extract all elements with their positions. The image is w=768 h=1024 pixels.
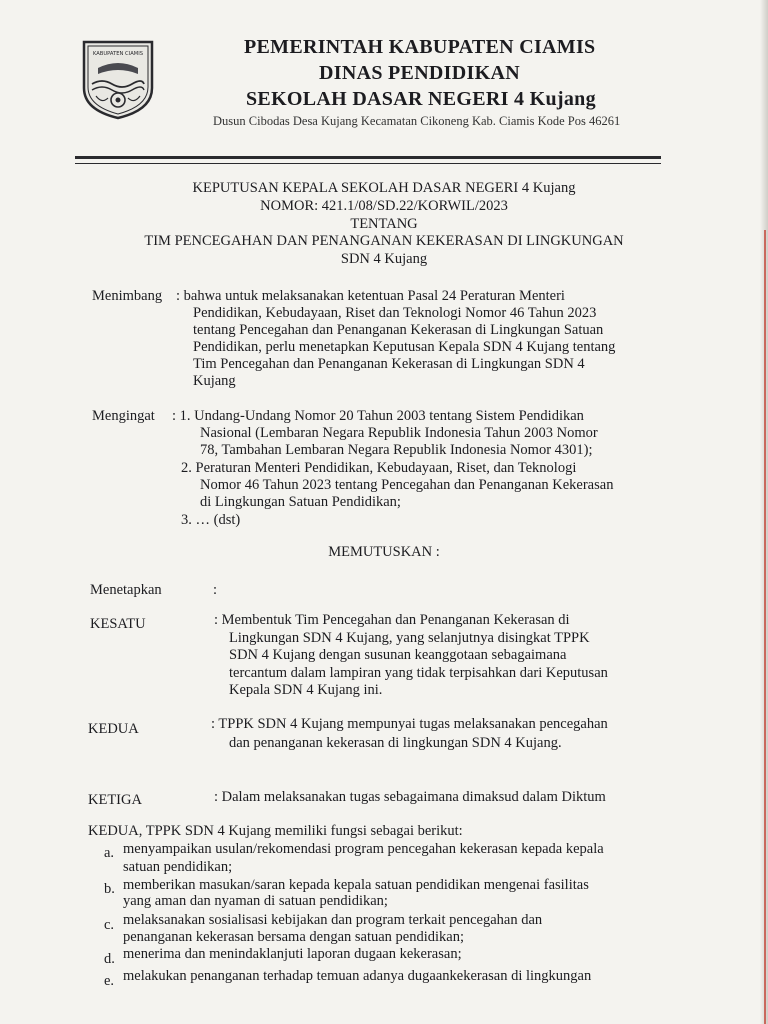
ketiga-line: : Dalam melaksanakan tugas sebagaimana dimaksud dalam Diktum [214,789,606,805]
decree-subject-school: SDN 4 Kujang [340,251,428,267]
list-item-line: satuan pendidikan; [123,859,233,875]
menimbang-line: Pendidikan, Kebudayaan, Riset dan Teknologi Nomor 46 Tahun 2023 [193,305,597,321]
menimbang-line: Pendidikan, perlu menetapkan Keputusan Kepala SDN 4 Kujang tentang [193,339,616,355]
mengingat-line: 78, Tambahan Lembaran Negara Republik Indonesia Nomor 4301); [200,442,593,458]
list-marker: d. [104,951,115,967]
menimbang-line: Kujang [193,373,236,389]
decree-tentang: TENTANG [350,216,418,232]
kesatu-line: Lingkungan SDN 4 Kujang, yang selanjutnya disingkat TPPK [229,630,590,646]
kesatu-line: tercantum dalam lampiran yang tidak terpisahkan dari Keputusan [229,665,608,681]
list-marker: c. [104,917,115,933]
list-item-line: melakukan penanganan terhadap temuan adanya dugaankekerasan di lingkungan [123,968,592,984]
kesatu-line: SDN 4 Kujang dengan susunan keanggotaan sebagaimana [229,647,567,663]
list-item-line: menyampaikan usulan/rekomendasi program pencegahan kekerasan kepada kepala [123,841,604,857]
government-name: PEMERINTAH KABUPATEN CIAMIS [244,36,596,58]
mengingat-label: Mengingat [92,408,155,424]
list-marker: b. [104,881,115,897]
list-marker: e. [104,973,115,989]
mengingat-line: 2. Peraturan Menteri Pendidikan, Kebudayaan, Riset, dan Teknologi [181,460,577,476]
agency-name: DINAS PENDIDIKAN [319,62,520,84]
ciamis-regency-logo [78,38,158,120]
kesatu-line: : Membentuk Tim Pencegahan dan Penanganan Kekerasan di [214,612,570,628]
menetapkan-label: Menetapkan [90,582,162,598]
menetapkan-colon: : [213,582,218,598]
letterhead-divider-thin [75,163,661,164]
menimbang-label: Menimbang [92,288,163,304]
menimbang-line: tentang Pencegahan dan Penanganan Kekerasan di Lingkungan Satuan [193,322,604,338]
kesatu-label: KESATU [90,616,146,632]
list-item-line: menerima dan menindaklanjuti laporan dugaan kekerasan; [123,946,462,962]
ketiga-label: KETIGA [88,792,142,808]
decree-number: NOMOR: 421.1/08/SD.22/KORWIL/2023 [260,198,508,214]
logo-caption: KABUPATEN CIAMIS [92,51,144,57]
kedua-line: : TPPK SDN 4 Kujang mempunyai tugas melaksanakan pencegahan [211,716,608,732]
kedua-label: KEDUA [88,721,139,737]
list-item-line: melaksanakan sosialisasi kebijakan dan program terkait pencegahan dan [123,912,543,928]
page-edge-line [764,230,766,1024]
list-item-line: yang aman dan nyaman di satuan pendidikan; [123,893,388,909]
decree-title: KEPUTUSAN KEPALA SEKOLAH DASAR NEGERI 4 Kujang [192,180,576,196]
memutuskan-heading: MEMUTUSKAN : [328,544,440,560]
menimbang-line: Tim Pencegahan dan Penanganan Kekerasan di Lingkungan SDN 4 [193,356,585,372]
ketiga-continuation: KEDUA, TPPK SDN 4 Kujang memiliki fungsi sebagai berikut: [88,823,463,839]
kedua-line: dan penanganan kekerasan di lingkungan SDN 4 Kujang. [229,735,562,751]
list-marker: a. [104,845,115,861]
mengingat-line: : 1. Undang-Undang Nomor 20 Tahun 2003 tentang Sistem Pendidikan [172,408,584,424]
list-item-line: memberikan masukan/saran kepada kepala satuan pendidikan mengenai fasilitas [123,877,589,893]
decree-subject: TIM PENCEGAHAN DAN PENANGANAN KEKERASAN DI LINGKUNGAN [144,233,624,249]
mengingat-line: Nasional (Lembaran Negara Republik Indonesia Tahun 2003 Nomor [200,425,598,441]
menimbang-line: : bahwa untuk melaksanakan ketentuan Pasal 24 Peraturan Menteri [176,288,565,304]
kesatu-line: Kepala SDN 4 Kujang ini. [229,682,383,698]
school-name: SEKOLAH DASAR NEGERI 4 Kujang [246,88,596,110]
mengingat-line: di Lingkungan Satuan Pendidikan; [200,494,401,510]
mengingat-line: 3. … (dst) [181,512,241,528]
letterhead-divider-thick [75,156,661,159]
mengingat-line: Nomor 46 Tahun 2023 tentang Pencegahan dan Penanganan Kekerasan [200,477,614,493]
school-address: Dusun Cibodas Desa Kujang Kecamatan Cikoneng Kab. Ciamis Kode Pos 46261 [213,114,621,128]
list-item-line: penanganan kekerasan bersama dengan satuan pendidikan; [123,929,465,945]
